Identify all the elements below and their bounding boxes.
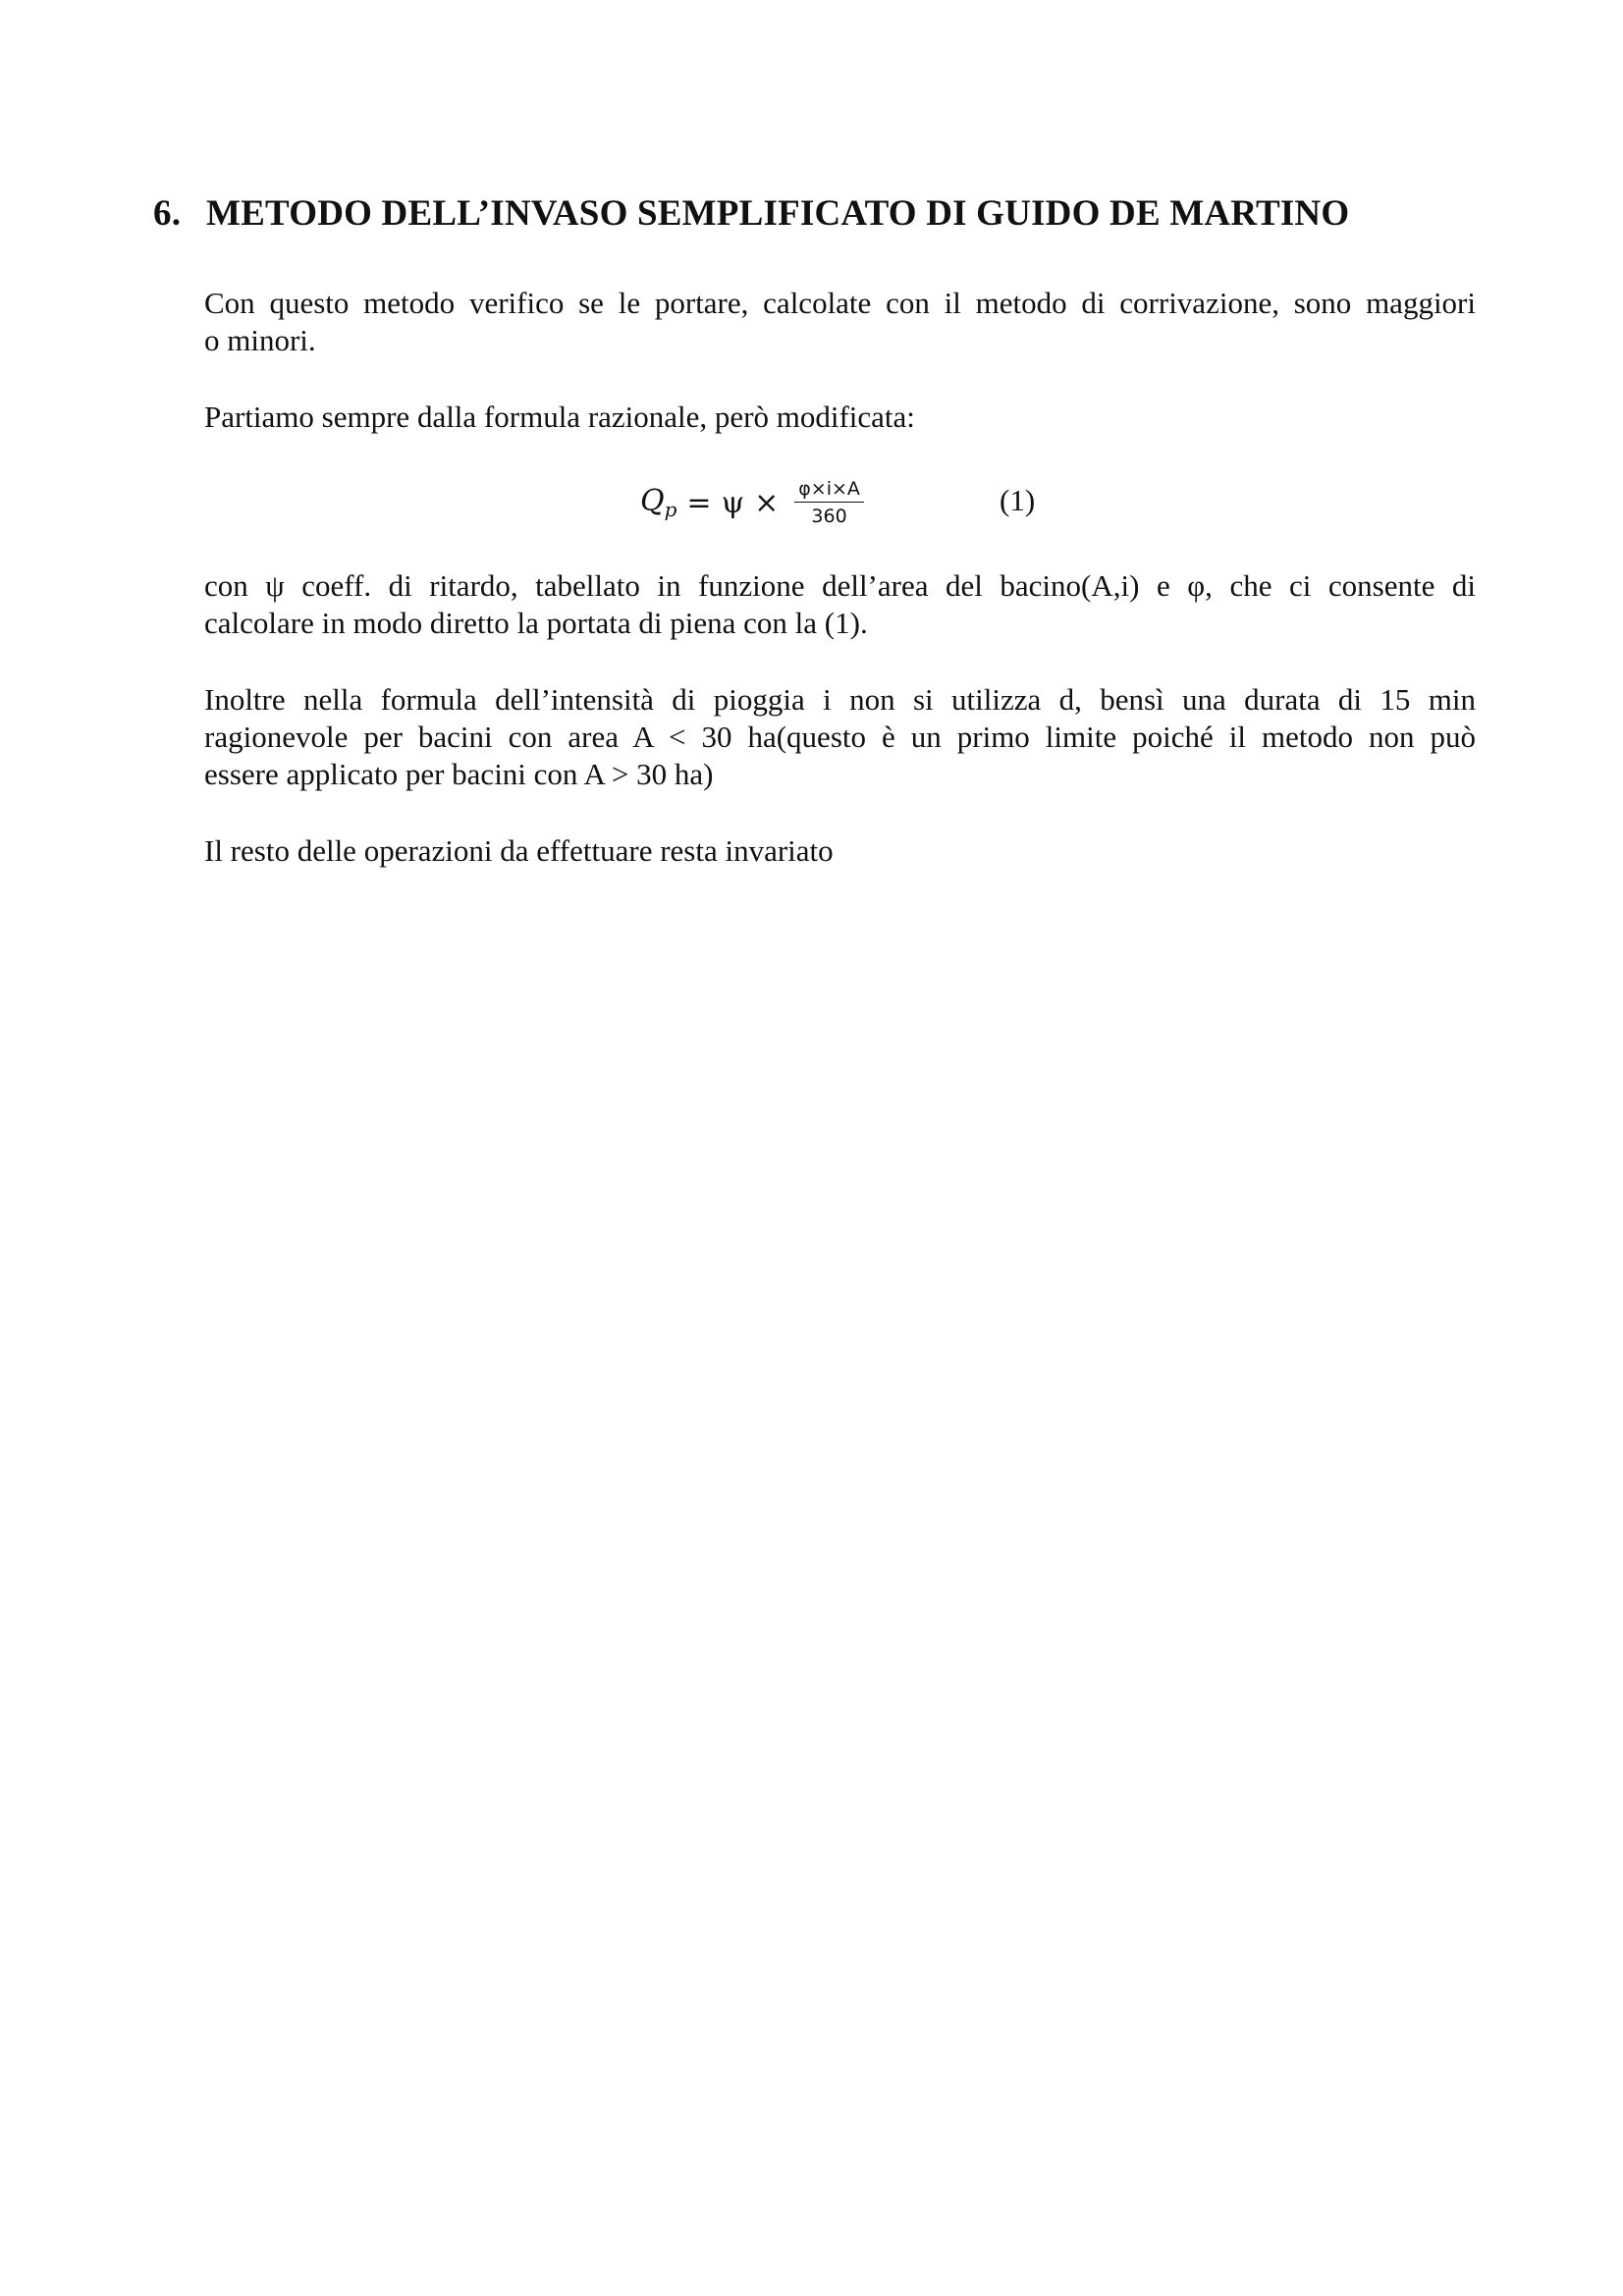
formula-numerator: φ×i×A [798,477,860,500]
paragraph-formula-intro [204,399,1476,436]
formula-q-subscript: p [664,498,677,521]
paragraph-intro [204,285,1476,359]
formula-psi: ψ [721,485,745,520]
formula-fraction [794,478,864,528]
equation-number: (1) [1000,483,1036,517]
section-title: METODO DELL’INVASO SEMPLIFICATO DI GUIDO DE MARTINO [206,193,1350,234]
formula-equals: = [686,485,712,520]
formula-times: × [754,485,780,520]
paragraph-line: o minori. [204,323,316,357]
paragraph-line: Con questo metodo verifico se le portare, calcolate con il metodo di corrivazione, sono maggiori [204,286,1476,320]
paragraph-line: Inoltre nella formula dell’intensità di pioggia i non si utilizza d, bensì una durata di 15 min [204,682,1476,717]
paragraph-intensity [204,681,1476,793]
paragraph-conclusion [204,832,1476,870]
formula-lhs [640,484,676,521]
section-heading [153,192,1349,235]
paragraph-line: Partiamo sempre dalla formula razionale, però modificata: [204,400,915,434]
section-number: 6. [153,193,182,234]
formula-q: Q [640,484,665,518]
paragraph-line: calcolare in modo diretto la portata di piena con la (1). [204,606,868,640]
paragraph-psi [204,567,1476,642]
paragraph-line: essere applicato per bacini con A > 30 ha) [204,757,714,791]
paragraph-line: con ψ coeff. di ritardo, tabellato in funzione dell’area del bacino(A,i) e φ, che ci consente di [204,568,1476,603]
paragraph-line: Il resto delle operazioni da effettuare resta invariato [204,833,834,868]
formula [640,467,864,538]
formula-denominator: 360 [811,506,847,528]
paragraph-line: ragionevole per bacini con area A < 30 ha(questo è un primo limite poiché il metodo non può [204,720,1476,754]
